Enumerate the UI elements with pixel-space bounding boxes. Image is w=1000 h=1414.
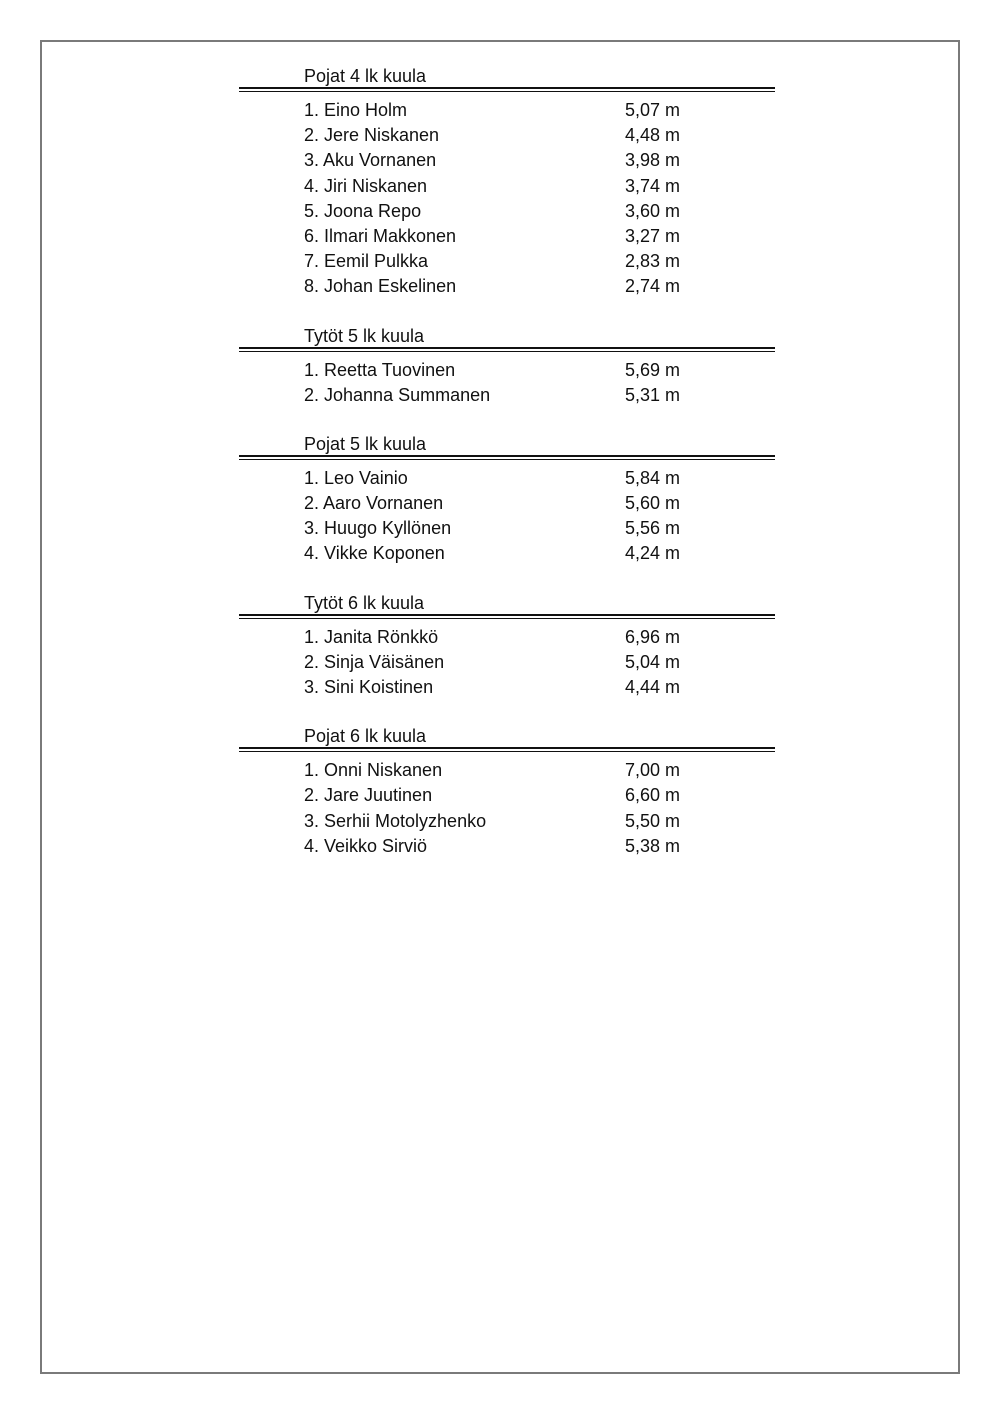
result-row bbox=[239, 274, 775, 299]
throw-result: 2,74 m bbox=[625, 276, 681, 297]
throw-result: 5,84 m bbox=[625, 467, 681, 488]
results-section bbox=[239, 66, 775, 300]
athlete-name: 1. Onni Niskanen bbox=[304, 760, 443, 781]
result-row bbox=[239, 199, 775, 224]
athlete-name: 1. Janita Rönkkö bbox=[304, 626, 439, 647]
athlete-name: 4. Veikko Sirviö bbox=[304, 835, 428, 856]
throw-result: 5,31 m bbox=[625, 384, 681, 405]
result-row bbox=[239, 650, 775, 675]
athlete-name: 3. Sini Koistinen bbox=[304, 677, 434, 697]
athlete-name: 2. Johanna Summanen bbox=[304, 384, 491, 405]
double-rule-divider bbox=[239, 455, 775, 460]
result-row bbox=[239, 98, 775, 123]
result-row bbox=[239, 466, 775, 491]
throw-result: 5,69 m bbox=[625, 359, 681, 380]
section-title: Tytöt 5 lk kuula bbox=[304, 325, 425, 346]
result-row bbox=[239, 123, 775, 148]
result-row bbox=[239, 834, 775, 859]
section-title: Pojat 5 lk kuula bbox=[304, 433, 427, 454]
throw-result: 3,74 m bbox=[625, 175, 681, 196]
throw-result: 5,38 m bbox=[625, 835, 681, 856]
athlete-name: 1. Leo Vainio bbox=[304, 467, 408, 488]
throw-result: 5,50 m bbox=[625, 810, 681, 831]
results-list bbox=[239, 66, 775, 885]
athlete-name: 2. Sinja Väisänen bbox=[304, 651, 445, 672]
throw-result: 5,07 m bbox=[625, 100, 681, 120]
result-row bbox=[239, 625, 775, 650]
double-rule-divider bbox=[239, 614, 775, 619]
result-row bbox=[239, 783, 775, 808]
athlete-name: 3. Huugo Kyllönen bbox=[304, 518, 452, 539]
throw-result: 2,83 m bbox=[625, 251, 681, 272]
result-row bbox=[239, 148, 775, 173]
athlete-name: 5. Joona Repo bbox=[304, 200, 422, 221]
results-section bbox=[239, 726, 775, 859]
double-rule-divider bbox=[239, 347, 775, 352]
result-row bbox=[239, 809, 775, 834]
section-title: Pojat 4 lk kuula bbox=[304, 66, 427, 86]
section-title: Tytöt 6 lk kuula bbox=[304, 592, 425, 613]
throw-result: 4,48 m bbox=[625, 125, 681, 146]
throw-result: 5,04 m bbox=[625, 651, 681, 672]
throw-result: 3,60 m bbox=[625, 200, 681, 221]
result-row bbox=[239, 224, 775, 249]
double-rule-divider bbox=[239, 87, 775, 92]
athlete-name: 1. Reetta Tuovinen bbox=[304, 359, 456, 380]
result-row bbox=[239, 174, 775, 199]
athlete-name: 8. Johan Eskelinen bbox=[304, 276, 457, 297]
throw-result: 6,60 m bbox=[625, 785, 681, 806]
athlete-name: 4. Vikke Koponen bbox=[304, 543, 445, 564]
athlete-name: 3. Aku Vornanen bbox=[304, 150, 437, 171]
throw-result: 5,60 m bbox=[625, 493, 681, 514]
result-row bbox=[239, 383, 775, 408]
result-row bbox=[239, 516, 775, 541]
athlete-name: 2. Jere Niskanen bbox=[304, 125, 440, 146]
result-row bbox=[239, 758, 775, 783]
throw-result: 7,00 m bbox=[625, 760, 681, 781]
throw-result: 4,44 m bbox=[625, 677, 681, 697]
throw-result: 4,24 m bbox=[625, 543, 681, 564]
athlete-name: 1. Eino Holm bbox=[304, 100, 408, 120]
results-section bbox=[239, 326, 775, 408]
result-row bbox=[239, 358, 775, 383]
throw-result: 5,56 m bbox=[625, 518, 681, 539]
throw-result: 3,27 m bbox=[625, 225, 681, 246]
double-rule-divider bbox=[239, 747, 775, 752]
athlete-name: 3. Serhii Motolyzhenko bbox=[304, 810, 487, 831]
result-row bbox=[239, 675, 775, 700]
athlete-name: 7. Eemil Pulkka bbox=[304, 251, 429, 272]
results-section bbox=[239, 593, 775, 701]
result-row bbox=[239, 541, 775, 566]
athlete-name: 2. Aaro Vornanen bbox=[304, 493, 444, 514]
throw-result: 3,98 m bbox=[625, 150, 681, 171]
athlete-name: 6. Ilmari Makkonen bbox=[304, 225, 457, 246]
results-section bbox=[239, 434, 775, 567]
section-title: Pojat 6 lk kuula bbox=[304, 726, 427, 747]
result-row bbox=[239, 491, 775, 516]
result-row bbox=[239, 249, 775, 274]
athlete-name: 2. Jare Juutinen bbox=[304, 785, 433, 806]
athlete-name: 4. Jiri Niskanen bbox=[304, 175, 428, 196]
throw-result: 6,96 m bbox=[625, 626, 681, 647]
